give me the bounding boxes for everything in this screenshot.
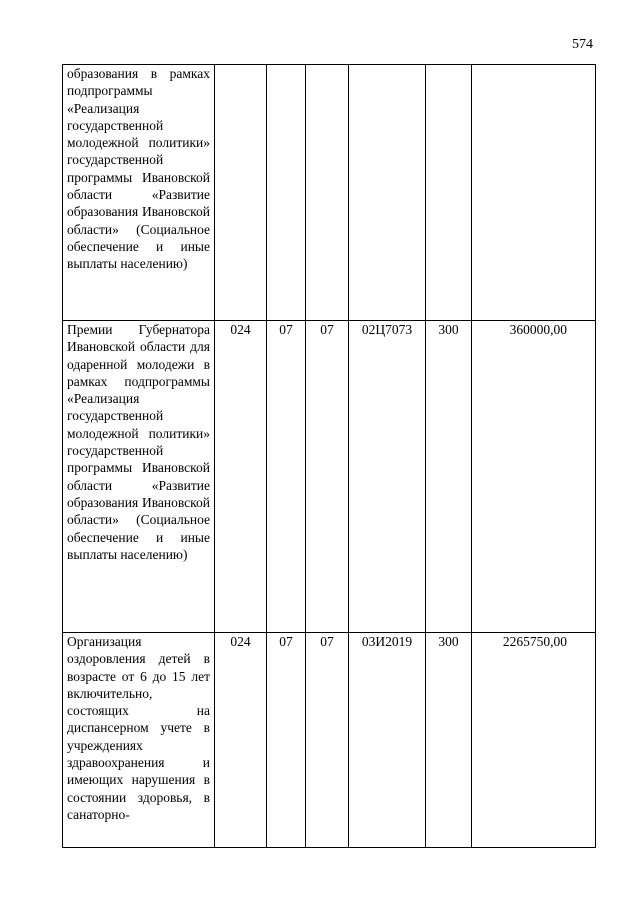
row-description: образования в рамках подпрограммы «Реализация государственной молодежной политики» государственной программы Ивановской области «Развитие образования Ивановской области» (Социальное обеспечение и иные выплаты населению) <box>63 65 215 321</box>
amount <box>472 65 596 321</box>
row-description: Организация оздоровления детей в возрасте от 6 до 15 лет включительно, состоящих на диспансерном учете в учреждениях здравоохранения и имеющих нарушения в состоянии здоровья, в санаторно- <box>63 633 215 848</box>
ministry-code: 024 <box>215 321 267 633</box>
ministry-code: 024 <box>215 633 267 848</box>
row-description: Премии Губернатора Ивановской области для одаренной молодежи в рамках подпрограммы «Реализация государственной молодежной политики» государственной программы Ивановской области «Развитие образования Ивановской области» (Социальное обеспечение и иные выплаты населению) <box>63 321 215 633</box>
table-row <box>63 65 596 321</box>
amount: 2265750,00 <box>472 633 596 848</box>
target-article-code <box>349 65 426 321</box>
subsection-code <box>306 65 349 321</box>
section-code: 07 <box>267 633 306 848</box>
amount: 360000,00 <box>472 321 596 633</box>
section-code <box>267 65 306 321</box>
target-article-code: 03И2019 <box>349 633 426 848</box>
budget-table <box>62 64 596 848</box>
subsection-code: 07 <box>306 321 349 633</box>
page-number: 574 <box>572 37 593 52</box>
ministry-code <box>215 65 267 321</box>
expense-type-code <box>426 65 472 321</box>
target-article-code: 02Ц7073 <box>349 321 426 633</box>
table-row <box>63 633 596 848</box>
table-row <box>63 321 596 633</box>
expense-type-code: 300 <box>426 321 472 633</box>
expense-type-code: 300 <box>426 633 472 848</box>
section-code: 07 <box>267 321 306 633</box>
subsection-code: 07 <box>306 633 349 848</box>
